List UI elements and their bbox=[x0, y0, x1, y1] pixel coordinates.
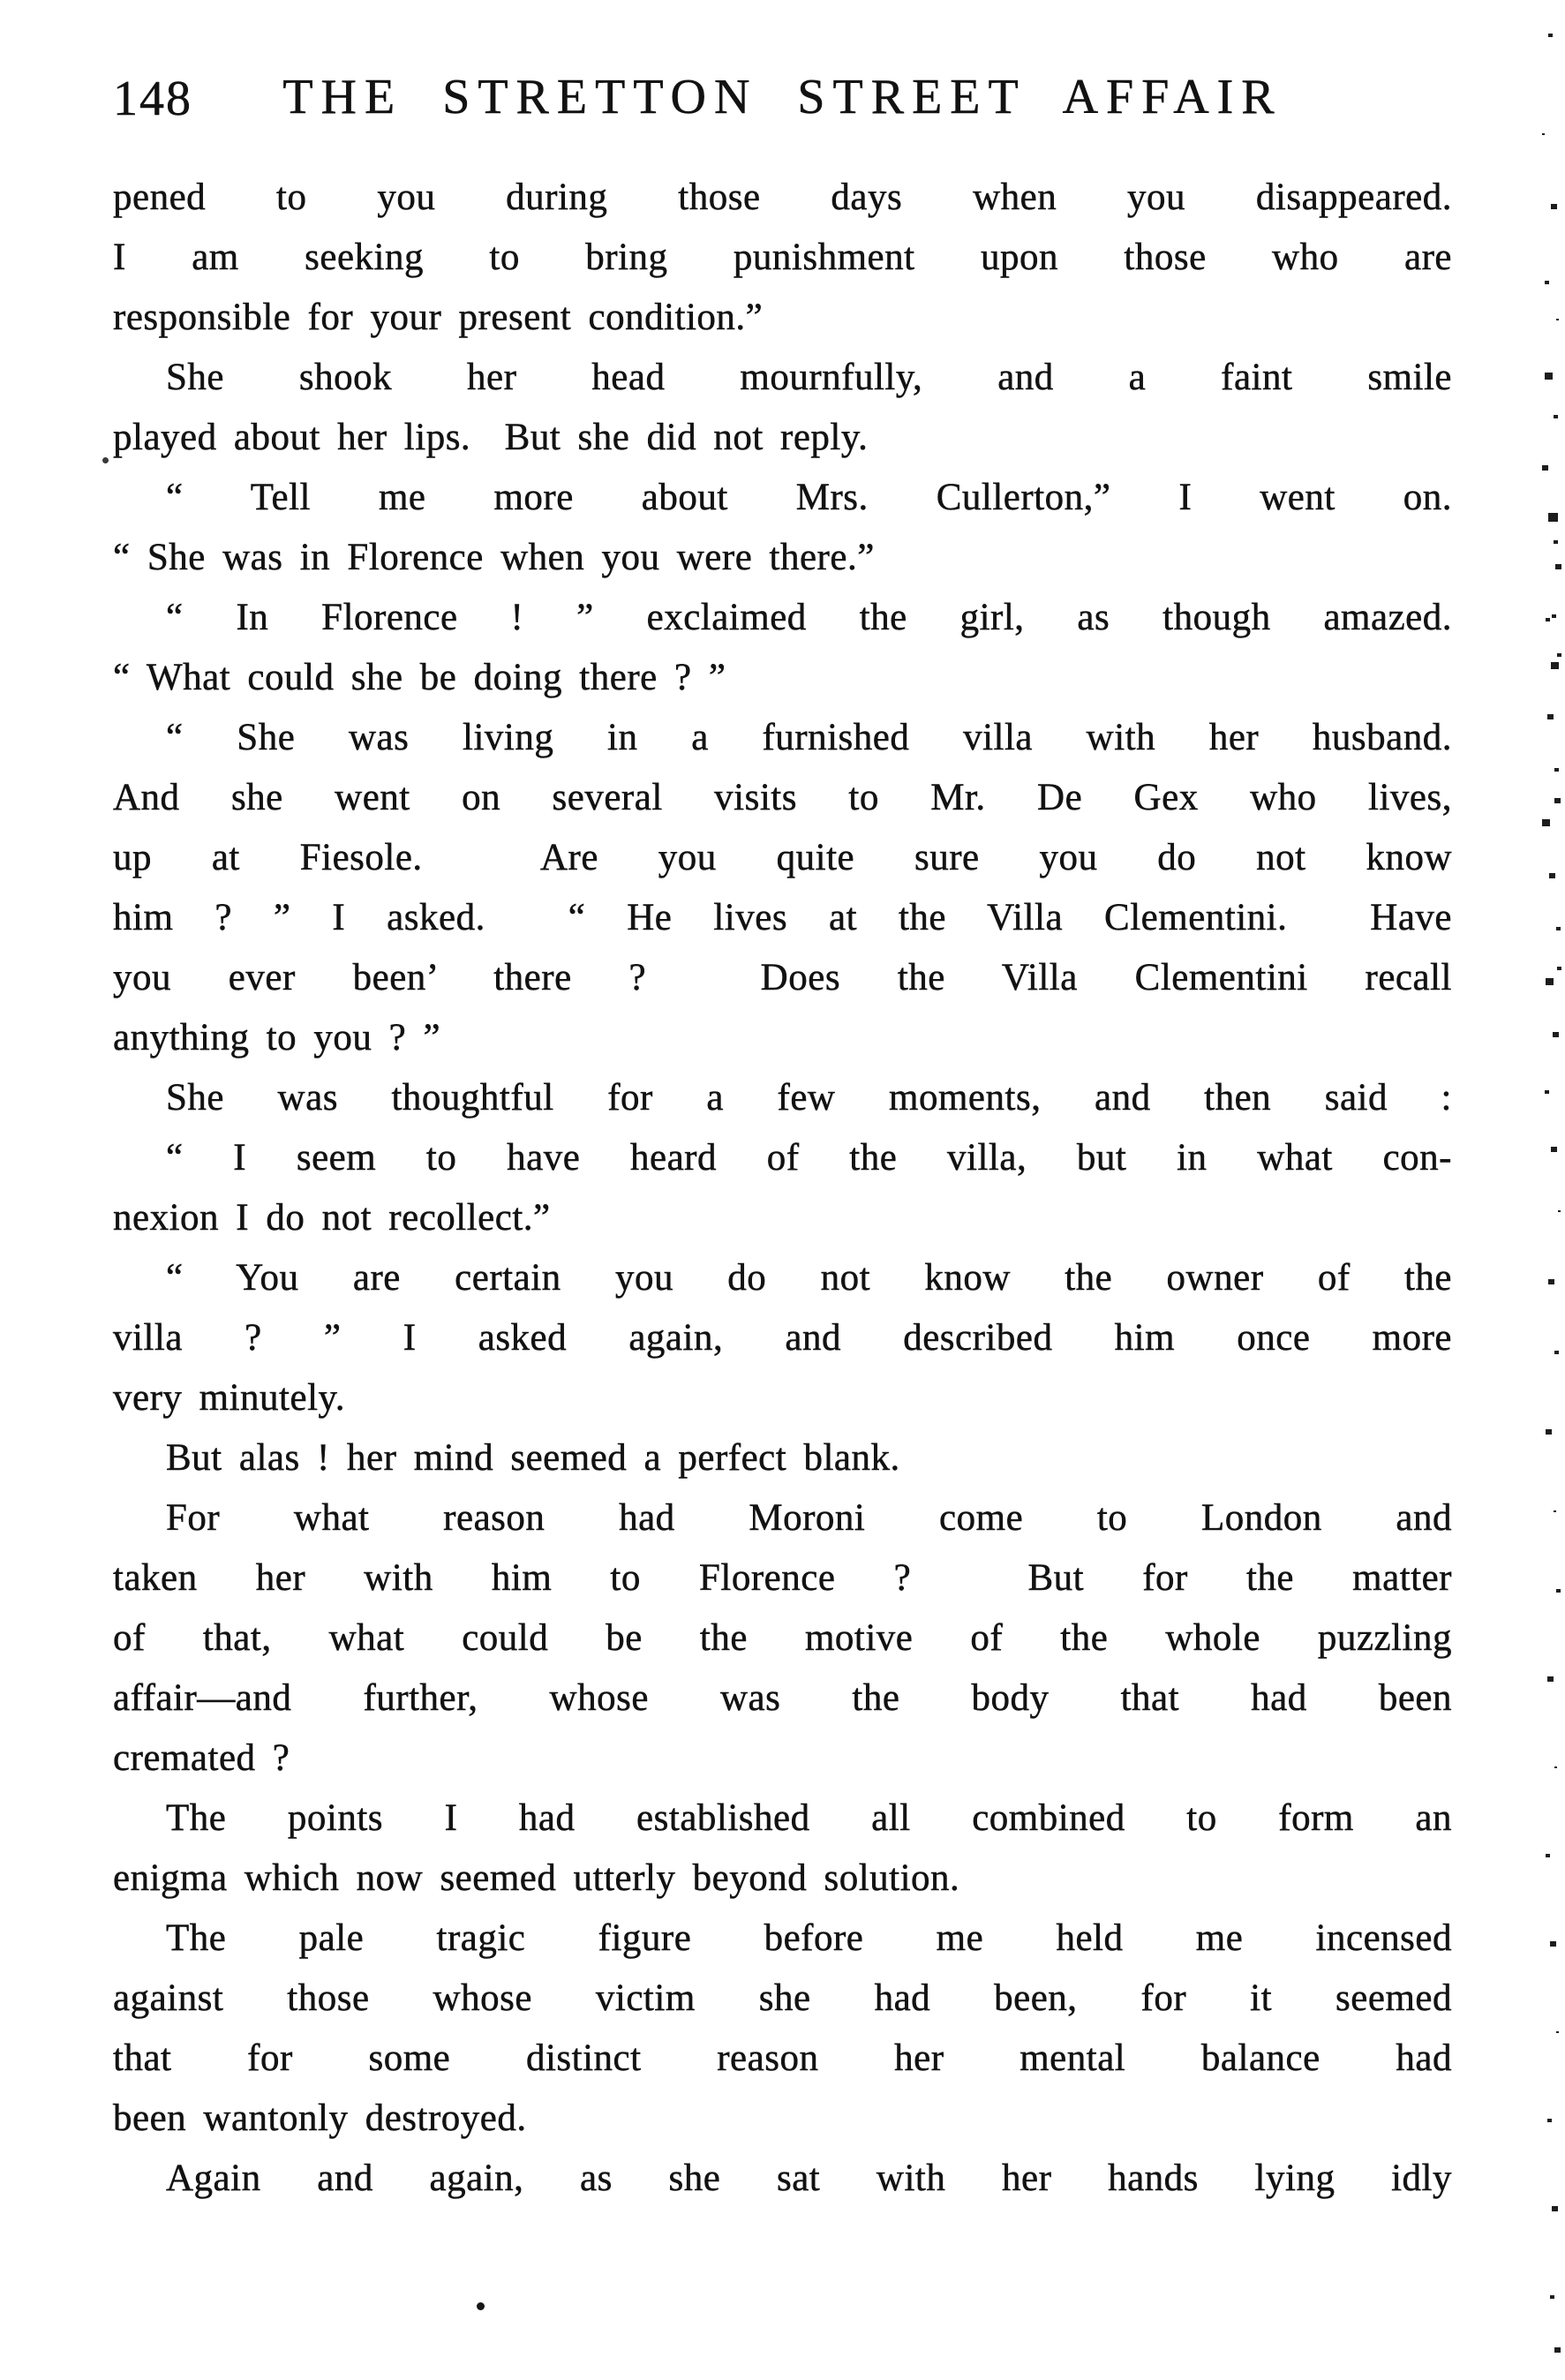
running-title: THE STRETTON STREET AFFAIR bbox=[282, 70, 1283, 124]
page-number: 148 bbox=[113, 72, 192, 126]
text-line: affair—and further, whose was the body that had been bbox=[113, 1677, 1452, 1719]
text-line: anything to you ? ” bbox=[113, 1017, 441, 1058]
text-line: For what reason had Moroni come to London and bbox=[166, 1497, 1452, 1539]
text-line: “ In Florence ! ” exclaimed the girl, as though amazed. bbox=[166, 597, 1452, 638]
text-line: “ She was in Florence when you were there.” bbox=[113, 537, 875, 578]
text-line: enigma which now seemed utterly beyond solution. bbox=[113, 1857, 960, 1899]
text-line: She shook her head mournfully, and a faint smile bbox=[166, 357, 1452, 398]
text-line: against those whose victim she had been, for it seemed bbox=[113, 1977, 1452, 2019]
text-line: “ You are certain you do not know the owner of the bbox=[166, 1257, 1452, 1299]
text-line: played about her lips. But she did not reply. bbox=[113, 417, 869, 458]
text-line: She was thoughtful for a few moments, and then said : bbox=[166, 1077, 1452, 1118]
text-line: up at Fiesole. Are you quite sure you do not know bbox=[113, 837, 1452, 878]
text-line: cremated ? bbox=[113, 1737, 290, 1779]
text-line: The points I had established all combined to form an bbox=[166, 1797, 1452, 1839]
text-line: that for some distinct reason her mental balance had bbox=[113, 2037, 1452, 2079]
text-line: And she went on several visits to Mr. De Gex who lives, bbox=[113, 777, 1452, 818]
text-line: of that, what could be the motive of the whole puzzling bbox=[113, 1617, 1452, 1659]
text-line: responsible for your present condition.” bbox=[113, 297, 764, 338]
ink-spot bbox=[477, 2302, 485, 2310]
text-line: nexion I do not recollect.” bbox=[113, 1197, 551, 1239]
text-line: “ She was living in a furnished villa with her husband. bbox=[166, 717, 1452, 758]
text-line: “ I seem to have heard of the villa, but in what con- bbox=[166, 1137, 1452, 1179]
text-line: I am seeking to bring punishment upon those who are bbox=[113, 237, 1452, 278]
text-line: you ever been’ there ? Does the Villa Clementini recall bbox=[113, 957, 1452, 998]
text-line: him ? ” I asked. “ He lives at the Villa Clementini. Have bbox=[113, 897, 1452, 938]
page-header bbox=[113, 69, 1452, 131]
text-line: “ What could she be doing there ? ” bbox=[113, 657, 726, 698]
text-line: very minutely. bbox=[113, 1377, 345, 1419]
text-line: But alas ! her mind seemed a perfect blank. bbox=[166, 1437, 900, 1479]
text-line: The pale tragic figure before me held me incensed bbox=[166, 1917, 1452, 1959]
text-line: villa ? ” I asked again, and described him once more bbox=[113, 1317, 1452, 1359]
text-line: Again and again, as she sat with her hands lying idly bbox=[166, 2158, 1452, 2199]
text-line: “ Tell me more about Mrs. Cullerton,” I went on. bbox=[166, 477, 1452, 518]
ink-spot bbox=[102, 457, 109, 463]
text-line: been wantonly destroyed. bbox=[113, 2098, 527, 2139]
text-line: pened to you during those days when you disappeared. bbox=[113, 177, 1452, 218]
text-line: taken her with him to Florence ? But for the matter bbox=[113, 1557, 1452, 1599]
scan-edge-artifacts bbox=[1543, 0, 1547, 4]
body-text bbox=[113, 168, 1452, 2209]
